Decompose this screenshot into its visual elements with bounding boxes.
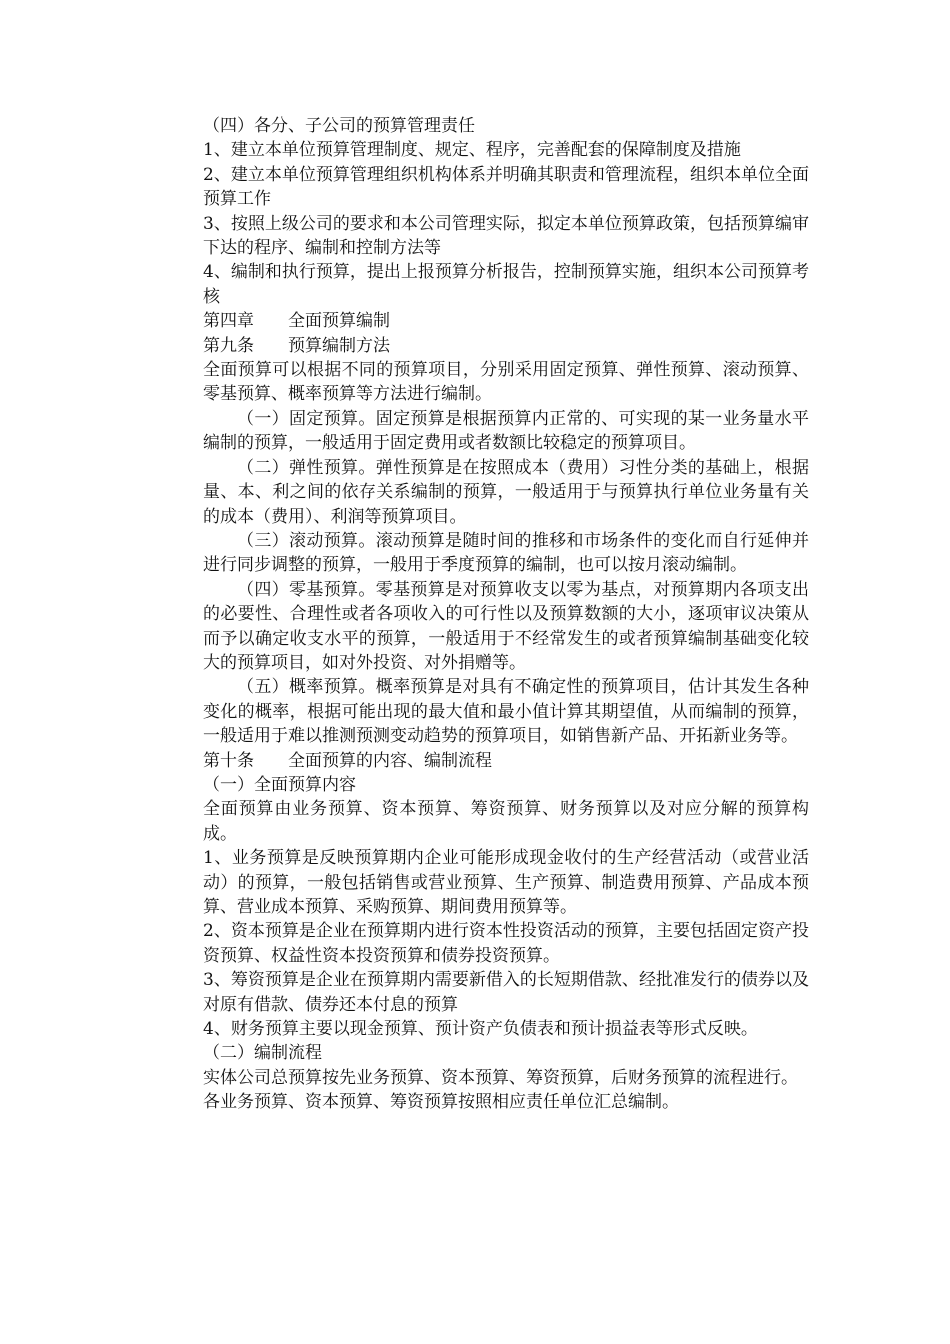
chapter-title: 全面预算编制 bbox=[288, 311, 390, 332]
content-item-financial-budget: 4、财务预算主要以现金预算、预计资产负债表和预计损益表等形式反映。 bbox=[203, 1019, 758, 1040]
content-item-capital-budget: 2、资本预算是企业在预算期内进行资本性投资活动的预算，主要包括固定资产投资预算、权益性资本投资预算和债券投资预算。 bbox=[203, 921, 809, 966]
method-rolling-budget: （三）滚动预算。滚动预算是随时间的推移和市场条件的变化而自行延伸并进行同步调整的预算，一般用于季度预算的编制，也可以按月滚动编制。 bbox=[203, 530, 809, 576]
article-10-heading bbox=[203, 749, 809, 773]
duty-item-1: 1、建立本单位预算管理制度、规定、程序，完善配套的保障制度及措施 bbox=[203, 140, 741, 161]
process-item-1: 实体公司总预算按先业务预算、资本预算、筹资预算，后财务预算的流程进行。 bbox=[203, 1067, 798, 1088]
method-flexible-budget: （二）弹性预算。弹性预算是在按照成本（费用）习性分类的基础上，根据量、本、利之间的依存关系编制的预算，一般适用于与预算执行单位业务量有关的成本（费用）、利润等预算项目。 bbox=[203, 457, 809, 527]
article-10-number: 第十条 bbox=[203, 750, 254, 771]
content-item-business-budget: 1、业务预算是反映预算期内企业可能形成现金收付的生产经营活动（或营业活动）的预算，一般包括销售或营业预算、生产预算、制造费用预算、产品成本预算、营业成本预算、采购预算、期间费用预算等。 bbox=[203, 848, 809, 917]
content-item-financing-budget: 3、筹资预算是企业在预算期内需要新借入的长短期借款、经批准发行的债券以及对原有借款、债券还本付息的预算 bbox=[203, 970, 809, 1015]
section-heading-subsidiary-duties: （四）各分、子公司的预算管理责任 bbox=[203, 116, 475, 136]
article-9-intro: 全面预算可以根据不同的预算项目，分别采用固定预算、弹性预算、滚动预算、零基预算、概率预算等方法进行编制。 bbox=[203, 360, 809, 405]
method-zero-based-budget: （四）零基预算。零基预算是对预算收支以零为基点，对预算期内各项支出的必要性、合理性或者各项收入的可行性以及预算数额的大小，逐项审议决策从而予以确定收支水平的预算，一般适用于不经常发生的或者预算编制基础变化较大的预算项目，如对外投资、对外捐赠等。 bbox=[203, 579, 809, 673]
document-page bbox=[203, 114, 809, 1115]
article-9-heading bbox=[203, 334, 809, 358]
article-9-number: 第九条 bbox=[203, 335, 254, 356]
method-fixed-budget: （一）固定预算。固定预算是根据预算内正常的、可实现的某一业务量水平编制的预算，一般适用于固定费用或者数额比较稳定的预算项目。 bbox=[203, 408, 809, 454]
content-intro: 全面预算由业务预算、资本预算、筹资预算、财务预算以及对应分解的预算构成。 bbox=[203, 799, 809, 844]
process-heading: （二）编制流程 bbox=[203, 1043, 322, 1064]
duty-item-3: 3、按照上级公司的要求和本公司管理实际，拟定本单位预算政策，包括预算编审下达的程序、编制和控制方法等 bbox=[203, 213, 809, 259]
content-heading: （一）全面预算内容 bbox=[203, 774, 356, 795]
duty-item-4: 4、编制和执行预算，提出上报预算分析报告，控制预算实施，组织本公司预算考核 bbox=[203, 262, 809, 307]
duty-item-2: 2、建立本单位预算管理组织机构体系并明确其职责和管理流程，组织本单位全面预算工作 bbox=[203, 164, 809, 210]
process-item-2: 各业务预算、资本预算、筹资预算按照相应责任单位汇总编制。 bbox=[203, 1092, 679, 1113]
article-9-title: 预算编制方法 bbox=[288, 335, 390, 356]
chapter-number: 第四章 bbox=[203, 311, 254, 332]
method-probability-budget: （五）概率预算。概率预算是对具有不确定性的预算项目，估计其发生各种变化的概率，根据可能出现的最大值和最小值计算其期望值，从而编制的预算，一般适用于难以推测预测变动趋势的预算项目，如销售新产品、开拓新业务等。 bbox=[203, 677, 809, 747]
article-10-title: 全面预算的内容、编制流程 bbox=[288, 750, 492, 771]
chapter-heading bbox=[203, 309, 809, 333]
